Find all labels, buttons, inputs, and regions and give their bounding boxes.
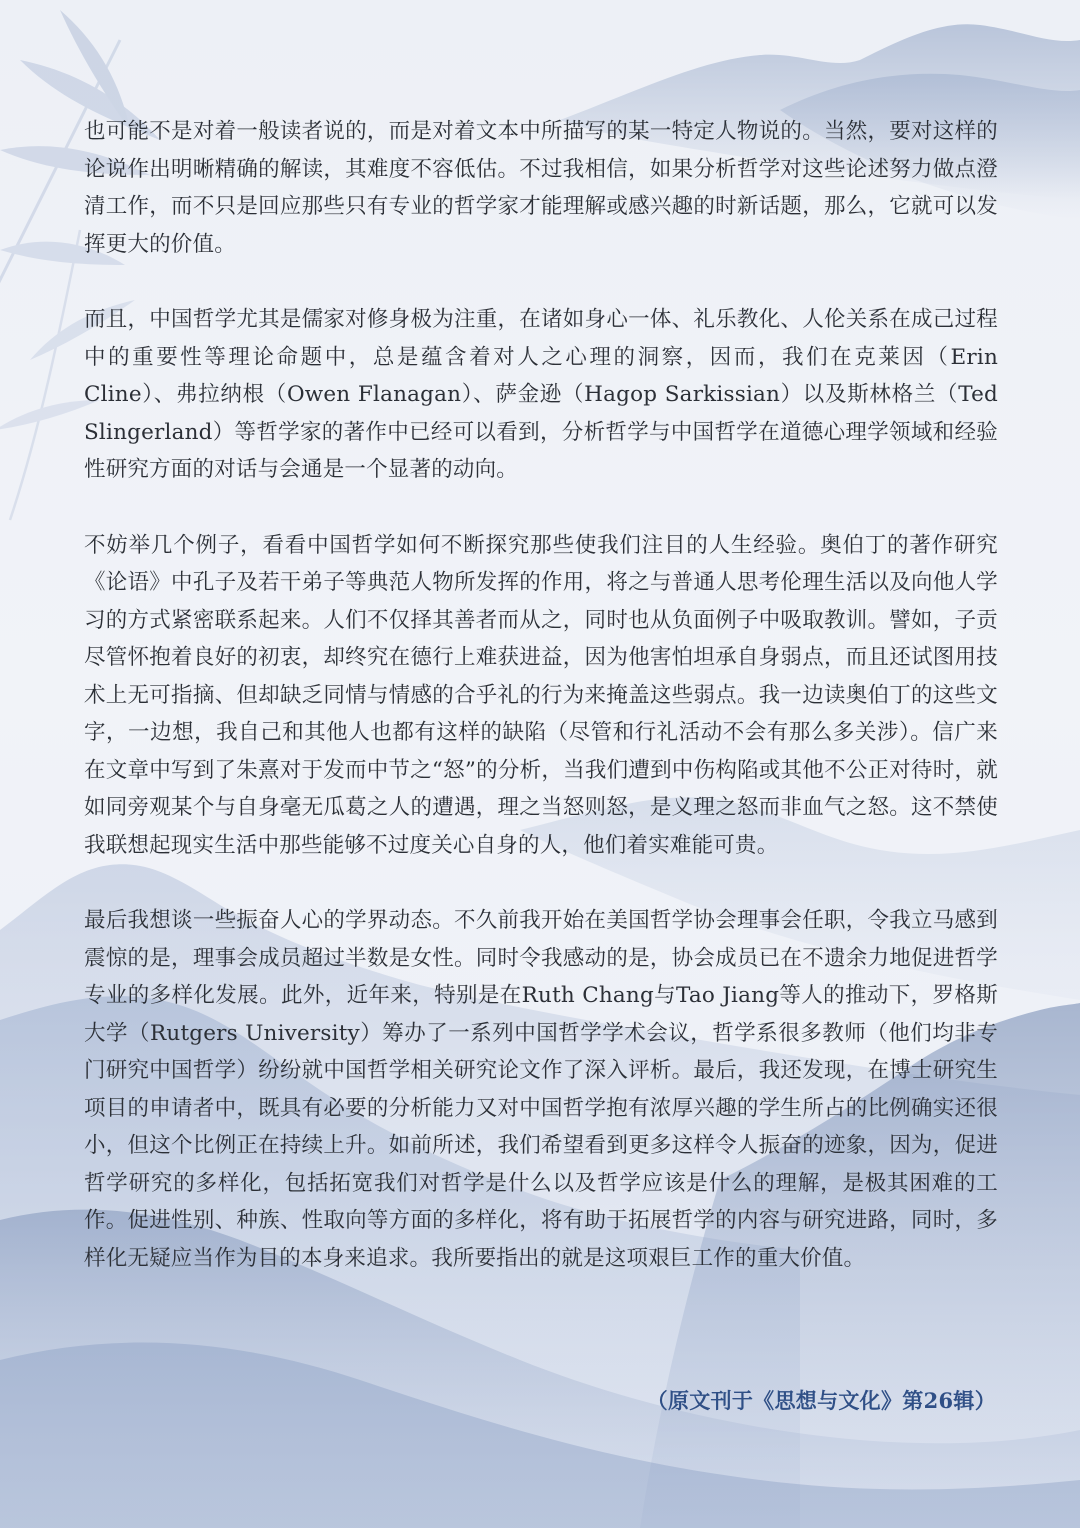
article-body [84,113,998,1315]
paragraph-4: 最后我想谈一些振奋人心的学界动态。不久前我开始在美国哲学协会理事会任职，令我立马感到震惊的是，理事会成员超过半数是女性。同时令我感动的是，协会成员已在不遗余力地促进哲学专业的多样化发展。此外，近年来，特别是在Ruth Chang与Tao Jiang等人的推动下，罗格斯大学（Rutgers University）筹办了一系列中国哲学学术会议，哲学系很多教师（他们均非专门研究中国哲学）纷纷就中国哲学相关研究论文作了深入评析。最后，我还发现，在博士研究生项目的申请者中，既具有必要的分析能力又对中国哲学抱有浓厚兴趣的学生所占的比例确实还很小，但这个比例正在持续上升。如前所述，我们希望看到更多这样令人振奋的迹象，因为，促进哲学研究的多样化，包括拓宽我们对哲学是什么以及哲学应该是什么的理解，是极其困难的工作。促进性别、种族、性取向等方面的多样化，将有助于拓展哲学的内容与研究进路，同时，多样化无疑应当作为目的本身来追求。我所要指出的就是这项艰巨工作的重大价值。 [84,908,998,1271]
paragraph-3: 不妨举几个例子，看看中国哲学如何不断探究那些使我们注目的人生经验。奥伯丁的著作研究《论语》中孔子及若干弟子等典范人物所发挥的作用，将之与普通人思考伦理生活以及向他人学习的方式紧密联系起来。人们不仅择其善者而从之，同时也从负面例子中吸取教训。譬如，子贡尽管怀抱着良好的初衷，却终究在德行上难获进益，因为他害怕坦承自身弱点，而且还试图用技术上无可指摘、但却缺乏同情与情感的合乎礼的行为来掩盖这些弱点。我一边读奥伯丁的这些文字，一边想，我自己和其他人也都有这样的缺陷（尽管和行礼活动不会有那么多关涉）。信广来在文章中写到了朱熹对于发而中节之“怒”的分析，当我们遭到中伤构陷或其他不公正对待时，就如同旁观某个与自身毫无瓜葛之人的遭遇，理之当怒则怒，是义理之怒而非血气之怒。这不禁使我联想起现实生活中那些能够不过度关心自身的人，他们着实难能可贵。 [84,532,998,858]
paragraph-2: 而且，中国哲学尤其是儒家对修身极为注重，在诸如身心一体、礼乐教化、人伦关系在成己过程中的重要性等理论命题中，总是蕴含着对人之心理的洞察，因而，我们在克莱因（Erin Cline）、弗拉纳根（Owen Flanagan）、萨金逊（Hagop Sarkissian）以及斯林格兰（Ted Slingerland）等哲学家的著作中已经可以看到，分析哲学与中国哲学在道德心理学领域和经验性研究方面的对话与会通是一个显著的动向。 [84,307,998,482]
paragraph-1: 也可能不是对着一般读者说的，而是对着文本中所描写的某一特定人物说的。当然，要对这样的论说作出明晰精确的解读，其难度不容低估。不过我相信，如果分析哲学对这些论述努力做点澄清工作，而不只是回应那些只有专业的哲学家才能理解或感兴趣的时新话题，那么，它就可以发挥更大的价值。 [84,119,998,257]
source-note: （原文刊于《思想与文化》第26辑） [646,1388,996,1413]
